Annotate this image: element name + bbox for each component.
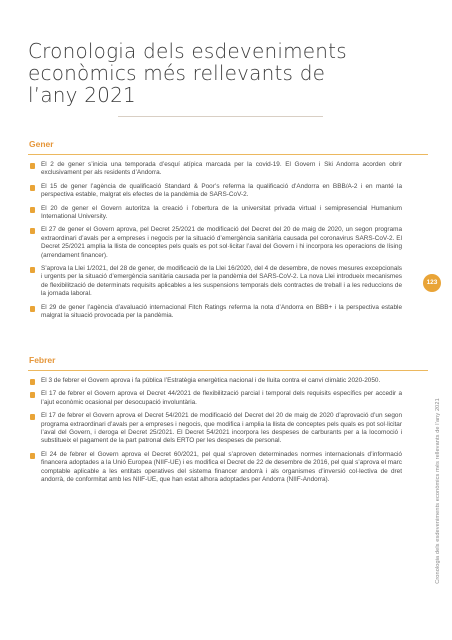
section-heading-label: Febrer bbox=[29, 355, 56, 365]
list-item bbox=[30, 451, 402, 485]
list-item bbox=[30, 412, 402, 446]
list-item-text: S’aprova la Llei 1/2021, del 28 de gener, de modificació de la Llei 16/2020, del 4 de desembre, de noves mesures excepcionals i urgents per la situació d’emergència sanitària causada per la pandèmia del SARS-CoV-2. La nova Llei introdueix mecanismes de flexibilització de determinats requisits aplicables a les suspensions temporals dels contractes de treball i a les reduccions de la jornada laboral. bbox=[41, 265, 402, 298]
list-item-text: El 3 de febrer el Govern aprova i fa pública l’Estratègia energètica nacional i de lluita contra el canvi climàtic 2020-2050. bbox=[41, 377, 381, 384]
list-item-text: El 20 de gener el Govern autoritza la creació i l’obertura de la universitat privada virtual i semipresencial Humanium International University. bbox=[41, 204, 402, 221]
list-item bbox=[30, 377, 402, 385]
list-item-text: El 24 de febrer el Govern aprova el Decret 60/2021, pel qual s’aproven determinades normes internacionals d’informació financera adoptades a la Unió Europea (NIIF-UE) i es modifica el Decret de 22 de desembre de 2016, pel qual s’aprova el marc comptable aplicable a les entitats operatives del sistema financer andorrà i als organismes d’inversió col·lectiva de dret andorrà, de conformitat amb les NIIF-UE, que han estat alhora adoptades per Andorra (NIIF-Andorra). bbox=[41, 450, 402, 484]
bullet-icon bbox=[30, 185, 35, 191]
section-list-gener bbox=[30, 161, 402, 326]
section-list-febrer bbox=[30, 377, 402, 489]
bullet-icon bbox=[30, 306, 35, 312]
title-line-2: econòmics més rellevants de bbox=[28, 61, 326, 85]
section-heading-gener bbox=[28, 139, 428, 155]
list-item bbox=[30, 304, 402, 321]
title-divider bbox=[118, 116, 323, 117]
list-item-text: El 2 de gener s’inicia una temporada d’esquí atípica marcada per la covid-19. El Govern i Ski Andorra acorden obrir exclusivament per als residents d’Andorra. bbox=[41, 161, 402, 177]
page-number-badge: 123 bbox=[423, 274, 441, 292]
list-item bbox=[30, 265, 402, 299]
section-heading-label: Gener bbox=[29, 139, 54, 149]
bullet-icon bbox=[30, 163, 35, 169]
list-item bbox=[30, 226, 402, 260]
bullet-icon bbox=[30, 207, 35, 213]
bullet-icon bbox=[30, 379, 35, 385]
list-item-text: El 17 de febrer el Govern aprova el Decret 44/2021 de flexibilització parcial i temporal dels requisits específics per accedir a l’ajut econòmic ocasional per desocupació involuntària. bbox=[41, 390, 402, 406]
list-item bbox=[30, 183, 402, 200]
list-item-text: El 15 de gener l’agència de qualificació Standard & Poor’s referma la qualificació d’Andorra en BBB/A-2 i en manté la perspectiva estable, malgrat els efectes de la pandèmia de SARS-CoV-2. bbox=[41, 182, 402, 199]
bullet-icon bbox=[30, 228, 35, 234]
page-title bbox=[28, 40, 358, 106]
list-item-text: El 29 de gener l’agència d’avaluació internacional Fitch Ratings referma la nota d’Andorra en BBB+ i la perspectiva estable malgrat la situació provocada per la pandèmia. bbox=[41, 303, 402, 320]
list-item-text: El 17 de febrer el Govern aprova el Decret 54/2021 de modificació del Decret del 20 de maig de 2020 d’aprovació d’un segon programa extraordinari d’avals per a empreses i negocis, que modifica i amplia la llista de conceptes pels quals es pot sol·licitar l’aval del Govern, i deroga el Decret 25/2021. El Decret 54/2021 incorpora les despeses de carburants per a la locomoció i substitueix el pagament de la part patronal dels ERTO per les despeses de personal. bbox=[41, 412, 402, 445]
bullet-icon bbox=[30, 453, 35, 459]
list-item-text: El 27 de gener el Govern aprova, pel Decret 25/2021 de modificació del Decret del 20 de maig de 2020, un segon programa extraordinari d’avals per a empreses i negocis per la situació d’emergència sanitària causada pel coronavirus SARS-CoV-2. El Decret 25/2021 amplia la llista de conceptes pels quals es pot sol·licitar l’aval del Govern i hi incorpora les operacions de lísing (arrendament financer). bbox=[41, 226, 402, 259]
bullet-icon bbox=[30, 267, 35, 273]
title-line-1: Cronologia dels esdeveniments bbox=[28, 39, 347, 63]
side-caption bbox=[433, 358, 443, 624]
section-heading-febrer bbox=[28, 355, 428, 371]
list-item bbox=[30, 161, 402, 178]
list-item bbox=[30, 205, 402, 222]
list-item bbox=[30, 390, 402, 407]
side-caption-text: Cronologia dels esdeveniments econòmics més rellevants de l’any 2021 bbox=[435, 398, 441, 584]
title-line-3: l’any 2021 bbox=[28, 83, 136, 107]
bullet-icon bbox=[30, 392, 35, 398]
bullet-icon bbox=[30, 414, 35, 420]
